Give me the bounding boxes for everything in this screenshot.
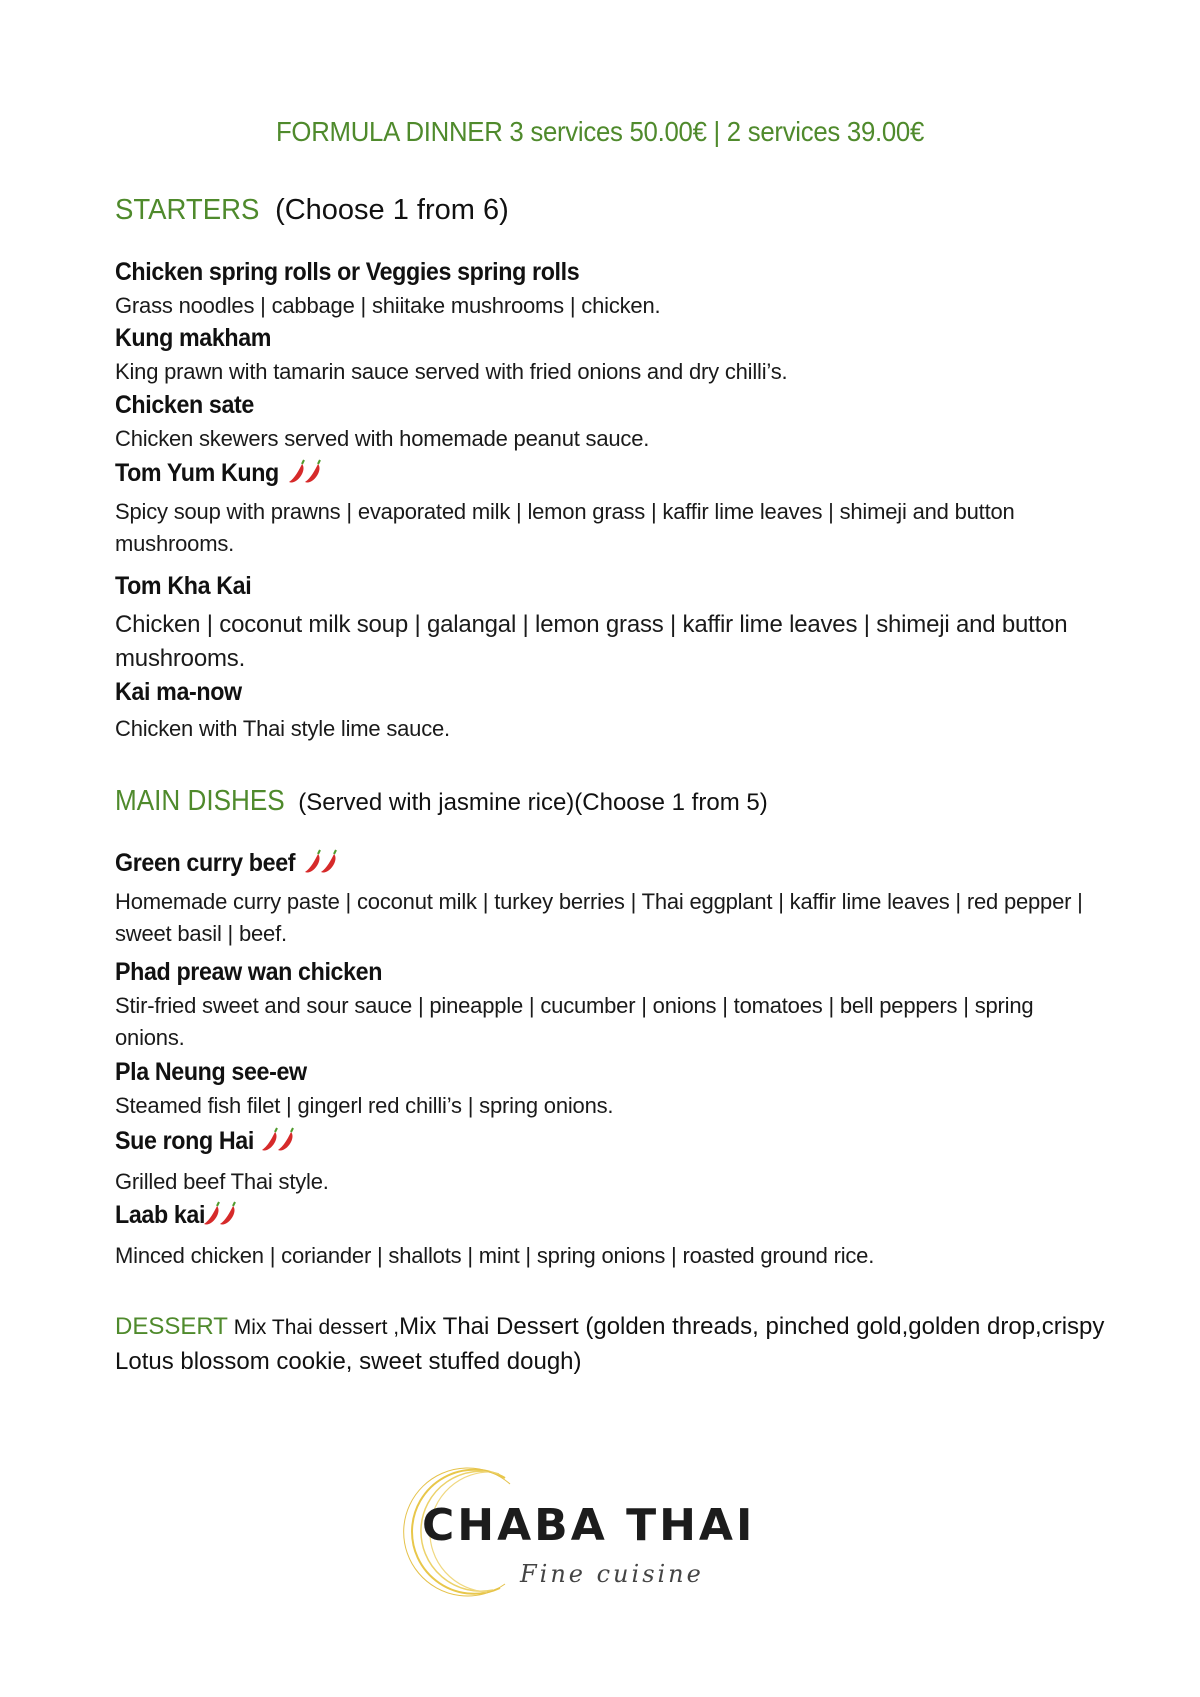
- starters-title: STARTERS: [115, 194, 260, 226]
- item-desc: Grass noodles | cabbage | shiitake mushrooms | chicken.: [115, 293, 661, 318]
- item-name: Laab kai: [115, 1200, 206, 1229]
- item-desc: Chicken with Thai style lime sauce.: [115, 716, 450, 741]
- starters-note: (Choose 1 from 6): [267, 194, 509, 226]
- mains-heading: [115, 785, 768, 818]
- chaba-thai-logo: [395, 1460, 755, 1600]
- item-desc: King prawn with tamarin sauce served with fried onions and dry chilli’s.: [115, 359, 788, 384]
- item-desc: Homemade curry paste | coconut milk | turkey berries | Thai eggplant | kaffir lime leaves | red pepper | sweet basil | beef.: [115, 889, 1083, 946]
- menu-item: [115, 458, 323, 488]
- menu-item: [115, 678, 251, 707]
- menu-item: [115, 572, 262, 601]
- formula-dinner-price: FORMULA DINNER 3 services 50.00€ | 2 services 39.00€: [275, 116, 925, 147]
- chili-pepper-icon: [287, 458, 323, 488]
- item-name: Chicken sate: [115, 391, 254, 419]
- mains-note: (Served with jasmine rice)(Choose 1 from 5): [291, 789, 768, 816]
- item-desc: Chicken skewers served with homemade peanut sauce.: [115, 426, 650, 451]
- item-desc: Minced chicken | coriander | shallots | mint | spring onions | roasted ground rice.: [115, 1243, 875, 1268]
- chili-pepper-icon: [303, 848, 339, 878]
- item-name: Kung makham: [115, 324, 272, 352]
- menu-item: [115, 391, 264, 420]
- item-name: Green curry beef: [115, 848, 296, 877]
- mains-title: MAIN DISHES: [115, 785, 285, 817]
- item-name: Phad preaw wan chicken: [115, 958, 383, 986]
- item-name: Tom Kha Kai: [115, 572, 252, 600]
- dessert-desc: Mix Thai Dessert (golden threads, pinched gold,golden drop,crispy Lotus blossom cookie, sweet stuffed dough): [115, 1313, 1105, 1375]
- dessert-short: Mix Thai dessert ,: [227, 1316, 400, 1339]
- menu-item: [115, 958, 402, 987]
- menu-item: [115, 1126, 296, 1156]
- starters-heading: [115, 193, 509, 227]
- dessert-title: DESSERT: [115, 1313, 228, 1340]
- item-name: Kai ma-now: [115, 678, 242, 706]
- item-desc: Chicken | coconut milk soup | galangal | lemon grass | kaffir lime leaves | shimeji and button mushrooms.: [115, 611, 1068, 672]
- logo-tagline: Fine cuisine: [520, 1560, 704, 1588]
- item-desc: Spicy soup with prawns | evaporated milk | lemon grass | kaffir lime leaves | shimeji and button mushrooms.: [115, 499, 1015, 556]
- item-name: Sue rong Hai: [115, 1126, 254, 1155]
- menu-item: [115, 258, 614, 287]
- chili-pepper-icon: [202, 1200, 238, 1230]
- chili-pepper-icon: [260, 1126, 296, 1156]
- item-name: Chicken spring rolls or Veggies spring rolls: [115, 258, 580, 286]
- menu-item: [115, 1200, 238, 1230]
- item-desc: Steamed fish filet | gingerl red chilli’s | spring onions.: [115, 1093, 614, 1118]
- menu-item: [115, 1058, 321, 1087]
- item-name: Tom Yum Kung: [115, 458, 279, 487]
- dessert-section: [115, 1310, 1105, 1379]
- item-desc: Grilled beef Thai style.: [115, 1169, 329, 1194]
- menu-item: [115, 848, 339, 878]
- logo-name: CHABA THAI: [422, 1500, 756, 1551]
- item-desc: Stir-fried sweet and sour sauce | pineapple | cucumber | onions | tomatoes | bell peppers | spring onions.: [115, 993, 1034, 1050]
- menu-item: [115, 324, 283, 353]
- item-name: Pla Neung see-ew: [115, 1058, 307, 1086]
